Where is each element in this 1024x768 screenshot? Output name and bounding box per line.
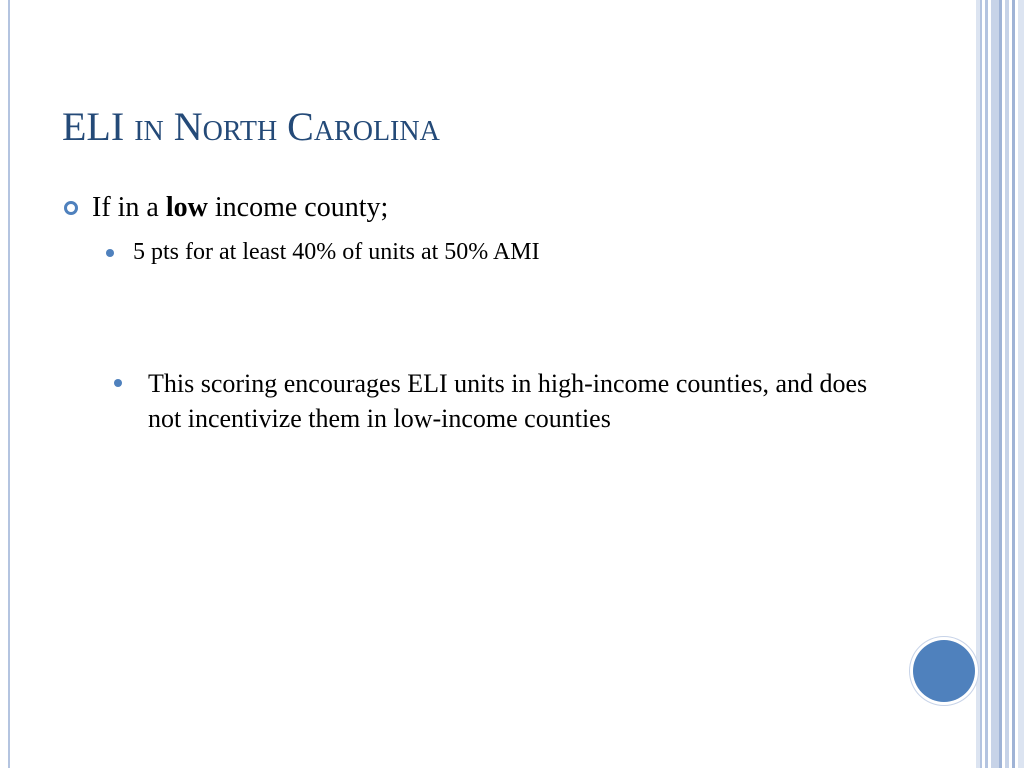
stripe xyxy=(980,0,982,768)
stripe xyxy=(985,0,988,768)
stripe xyxy=(1005,0,1009,768)
title-rest: in North Carolina xyxy=(134,104,440,149)
stripe xyxy=(1012,0,1015,768)
dot-bullet-icon xyxy=(114,379,122,387)
bullet-text-before: If in a xyxy=(92,192,166,223)
bullet-text-bold: low xyxy=(165,192,208,223)
title-main: ELI xyxy=(62,104,125,149)
sub-bullet-text: 5 pts for at least 40% of units at 50% AMI xyxy=(133,239,540,265)
slide-title xyxy=(62,105,440,149)
bullet-level-1 xyxy=(64,191,388,225)
left-border-line xyxy=(8,0,10,768)
stripe xyxy=(1018,0,1024,768)
right-stripe-decoration xyxy=(976,0,1024,768)
note-bullet xyxy=(114,366,868,436)
stripe xyxy=(991,0,999,768)
bullet-level-2 xyxy=(106,238,540,267)
dot-bullet-icon xyxy=(106,249,114,257)
ring-bullet-icon xyxy=(64,201,78,215)
circle-decoration xyxy=(913,640,975,702)
bullet-text-after: income county; xyxy=(207,192,389,223)
bullet-text xyxy=(92,191,388,225)
note-text: This scoring encourages ELI units in high-income counties, and does not incentivize them in low-income counties xyxy=(148,369,868,433)
stripe xyxy=(999,0,1002,768)
